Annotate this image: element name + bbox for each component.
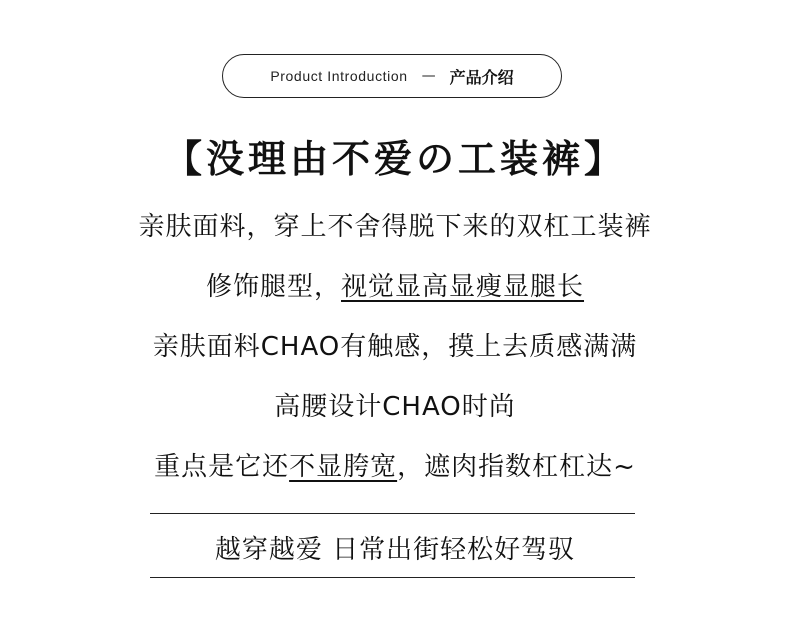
- feature-line-5-underlined: 不显胯宽: [289, 452, 398, 482]
- footer-slogan: 越穿越爱 日常出街轻松好驾驭: [214, 535, 576, 565]
- feature-line-1-text: 亲肤面料，穿上不舍得脱下来的双杠工装裤: [138, 212, 652, 242]
- feature-line-2: [0, 266, 790, 303]
- feature-line-4-text: 高腰设计CHAO时尚: [274, 392, 516, 422]
- feature-line-3: [0, 326, 790, 363]
- feature-line-2-underlined: 视觉显高显瘦显腿长: [341, 272, 585, 302]
- feature-line-2-text: 修饰腿型，: [205, 272, 341, 302]
- bottom-divider: [150, 577, 635, 578]
- product-introduction-badge: [222, 54, 562, 98]
- top-divider: [150, 513, 635, 514]
- feature-line-5: [0, 446, 790, 483]
- feature-line-3-text: 亲肤面料CHAO有触感，摸上去质感满满: [152, 332, 638, 362]
- feature-line-4: [0, 386, 790, 423]
- feature-line-1: [0, 206, 790, 243]
- badge-english-text: Product Introduction: [270, 68, 408, 84]
- badge-dash: —: [421, 68, 436, 84]
- feature-line-5-text-a: 重点是它还: [154, 452, 290, 482]
- badge-chinese-text: 产品介绍: [449, 67, 514, 87]
- product-title: 【没理由不爱の工装裤】: [163, 137, 626, 181]
- feature-line-5-text-b: ，遮肉指数杠杠达~: [397, 452, 636, 482]
